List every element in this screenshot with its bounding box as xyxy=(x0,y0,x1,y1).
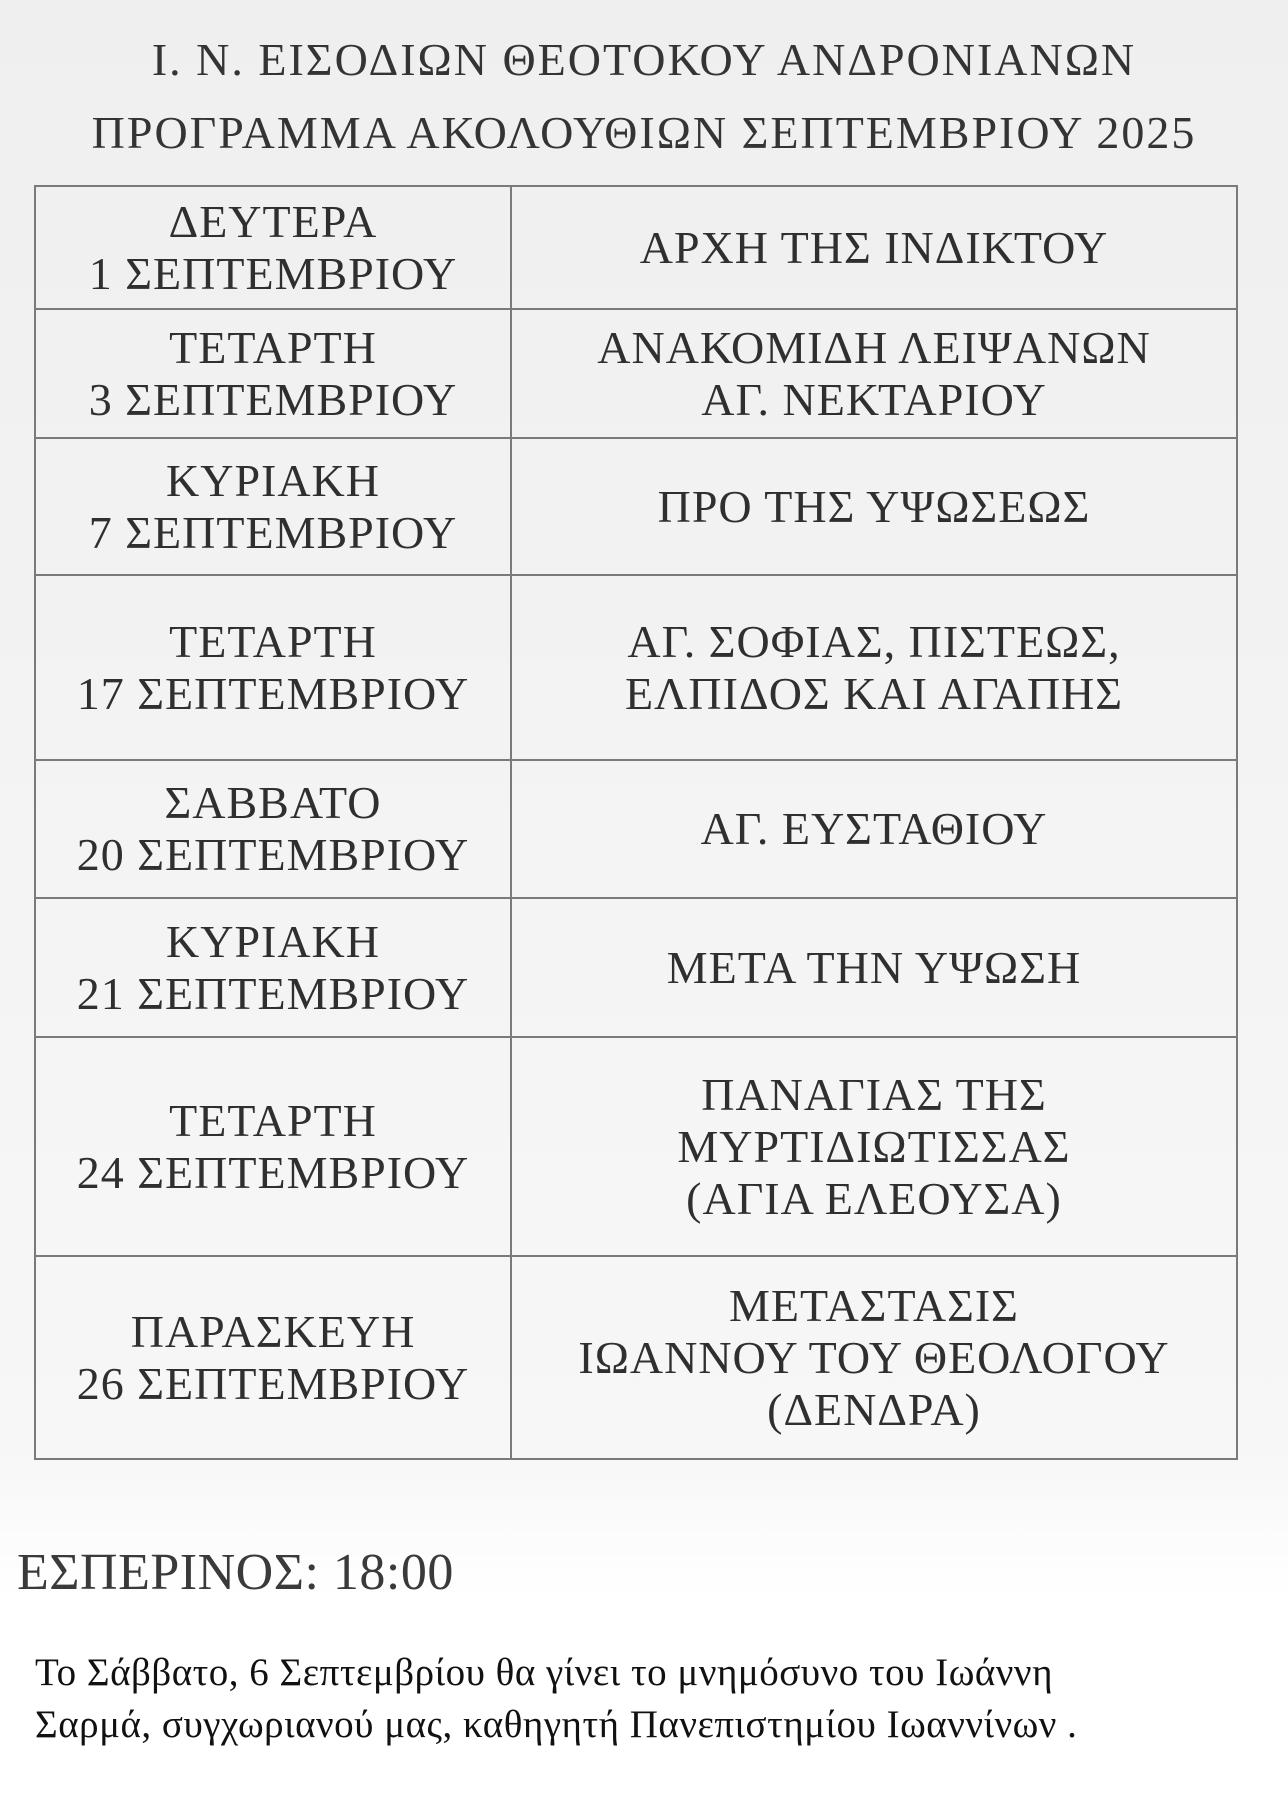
schedule-row xyxy=(35,438,1237,575)
schedule-table xyxy=(34,185,1238,1460)
feast-line: ΑΓ. ΣΟΦΙΑΣ, ΠΙΣΤΕΩΣ, xyxy=(627,615,1121,667)
date: 21 ΣΕΠΤΕΜΒΡΙΟΥ xyxy=(76,967,470,1019)
schedule-row xyxy=(35,898,1237,1037)
date: 7 ΣΕΠΤΕΜΒΡΙΟΥ xyxy=(88,506,458,558)
date: 1 ΣΕΠΤΕΜΒΡΙΟΥ xyxy=(88,247,458,299)
feast-line: ΑΓ. ΕΥΣΤΑΘΙΟΥ xyxy=(700,803,1048,854)
date-cell xyxy=(35,898,511,1037)
date-cell xyxy=(35,186,511,309)
date: 26 ΣΕΠΤΕΜΒΡΙΟΥ xyxy=(76,1357,470,1409)
feast-cell xyxy=(511,1037,1237,1256)
feast-cell xyxy=(511,1256,1237,1459)
feast-line: ΑΓ. ΝΕΚΤΑΡΙΟΥ xyxy=(701,373,1047,425)
schedule-row xyxy=(35,1256,1237,1459)
schedule-row xyxy=(35,760,1237,898)
feast-line: ΠΡΟ ΤΗΣ ΥΨΩΣΕΩΣ xyxy=(657,480,1091,532)
feast-cell xyxy=(511,760,1237,898)
feast-line: ΜΕΤΑ ΤΗΝ ΥΨΩΣΗ xyxy=(666,941,1082,993)
weekday: ΚΥΡΙΑΚΗ xyxy=(166,915,380,967)
feast-cell xyxy=(511,438,1237,575)
date-cell xyxy=(35,760,511,898)
notice-line: Σαρμά, συγχωριανού μας, καθηγητή Πανεπιστημίου Ιωαννίνων . xyxy=(35,1703,1078,1746)
weekday: ΤΕΤΑΡΤΗ xyxy=(169,321,377,373)
weekday: ΠΑΡΑΣΚΕΥΗ xyxy=(130,1305,416,1357)
feast-cell xyxy=(511,898,1237,1037)
feast-line: ΜΕΤΑΣΤΑΣΙΣ xyxy=(729,1279,1019,1331)
date-cell xyxy=(35,309,511,438)
notice-line: Το Σάββατο, 6 Σεπτεμβρίου θα γίνει το μνημόσυνο του Ιωάννη xyxy=(35,1651,1053,1694)
feast-line: ΑΡΧΗ ΤΗΣ ΙΝΔΙΚΤΟΥ xyxy=(639,221,1109,273)
date: 17 ΣΕΠΤΕΜΒΡΙΟΥ xyxy=(76,667,470,719)
church-title: Ι. Ν. ΕΙΣΟΔΙΩΝ ΘΕΟΤΟΚΟΥ ΑΝΔΡΟΝΙΑΝΩΝ xyxy=(151,34,1137,85)
feast-cell xyxy=(511,309,1237,438)
schedule-row xyxy=(35,1037,1237,1256)
schedule-row xyxy=(35,186,1237,309)
feast-line: ΙΩΑΝΝΟΥ ΤΟΥ ΘΕΟΛΟΓΟΥ xyxy=(578,1331,1170,1383)
weekday: ΚΥΡΙΑΚΗ xyxy=(166,454,380,506)
date-cell xyxy=(35,438,511,575)
feast-line: ΑΝΑΚΟΜΙΔΗ ΛΕΙΨΑΝΩΝ xyxy=(597,321,1151,373)
date-cell xyxy=(35,1256,511,1459)
feast-line: (ΔΕΝΔΡΑ) xyxy=(767,1383,981,1435)
memorial-notice xyxy=(35,1647,1275,1751)
feast-line: ΜΥΡΤΙΔΙΩΤΙΣΣΑΣ xyxy=(677,1120,1071,1172)
schedule-row xyxy=(35,309,1237,438)
date: 24 ΣΕΠΤΕΜΒΡΙΟΥ xyxy=(76,1146,470,1198)
date: 3 ΣΕΠΤΕΜΒΡΙΟΥ xyxy=(88,373,458,425)
weekday: ΔΕΥΤΕΡΑ xyxy=(168,195,378,247)
schedule-row xyxy=(35,575,1237,760)
program-title: ΠΡΟΓΡΑΜΜΑ ΑΚΟΛΟΥΘΙΩΝ ΣΕΠΤΕΜΒΡΙΟΥ 2025 xyxy=(91,107,1197,158)
date-cell xyxy=(35,575,511,760)
feast-line: ΕΛΠΙΔΟΣ ΚΑΙ ΑΓΑΠΗΣ xyxy=(624,667,1124,719)
date-cell xyxy=(35,1037,511,1256)
weekday: ΤΕΤΑΡΤΗ xyxy=(169,1094,377,1146)
feast-line: ΠΑΝΑΓΙΑΣ ΤΗΣ xyxy=(701,1068,1047,1120)
weekday: ΤΕΤΑΡΤΗ xyxy=(169,615,377,667)
feast-cell xyxy=(511,575,1237,760)
feast-line: (ΑΓΙΑ ΕΛΕΟΥΣΑ) xyxy=(686,1172,1062,1224)
vespers-time: ΕΣΠΕΡΙΝΟΣ: 18:00 xyxy=(17,1544,454,1601)
weekday: ΣΑΒΒΑΤΟ xyxy=(164,777,382,828)
feast-cell xyxy=(511,186,1237,309)
date: 20 ΣΕΠΤΕΜΒΡΙΟΥ xyxy=(76,829,470,880)
